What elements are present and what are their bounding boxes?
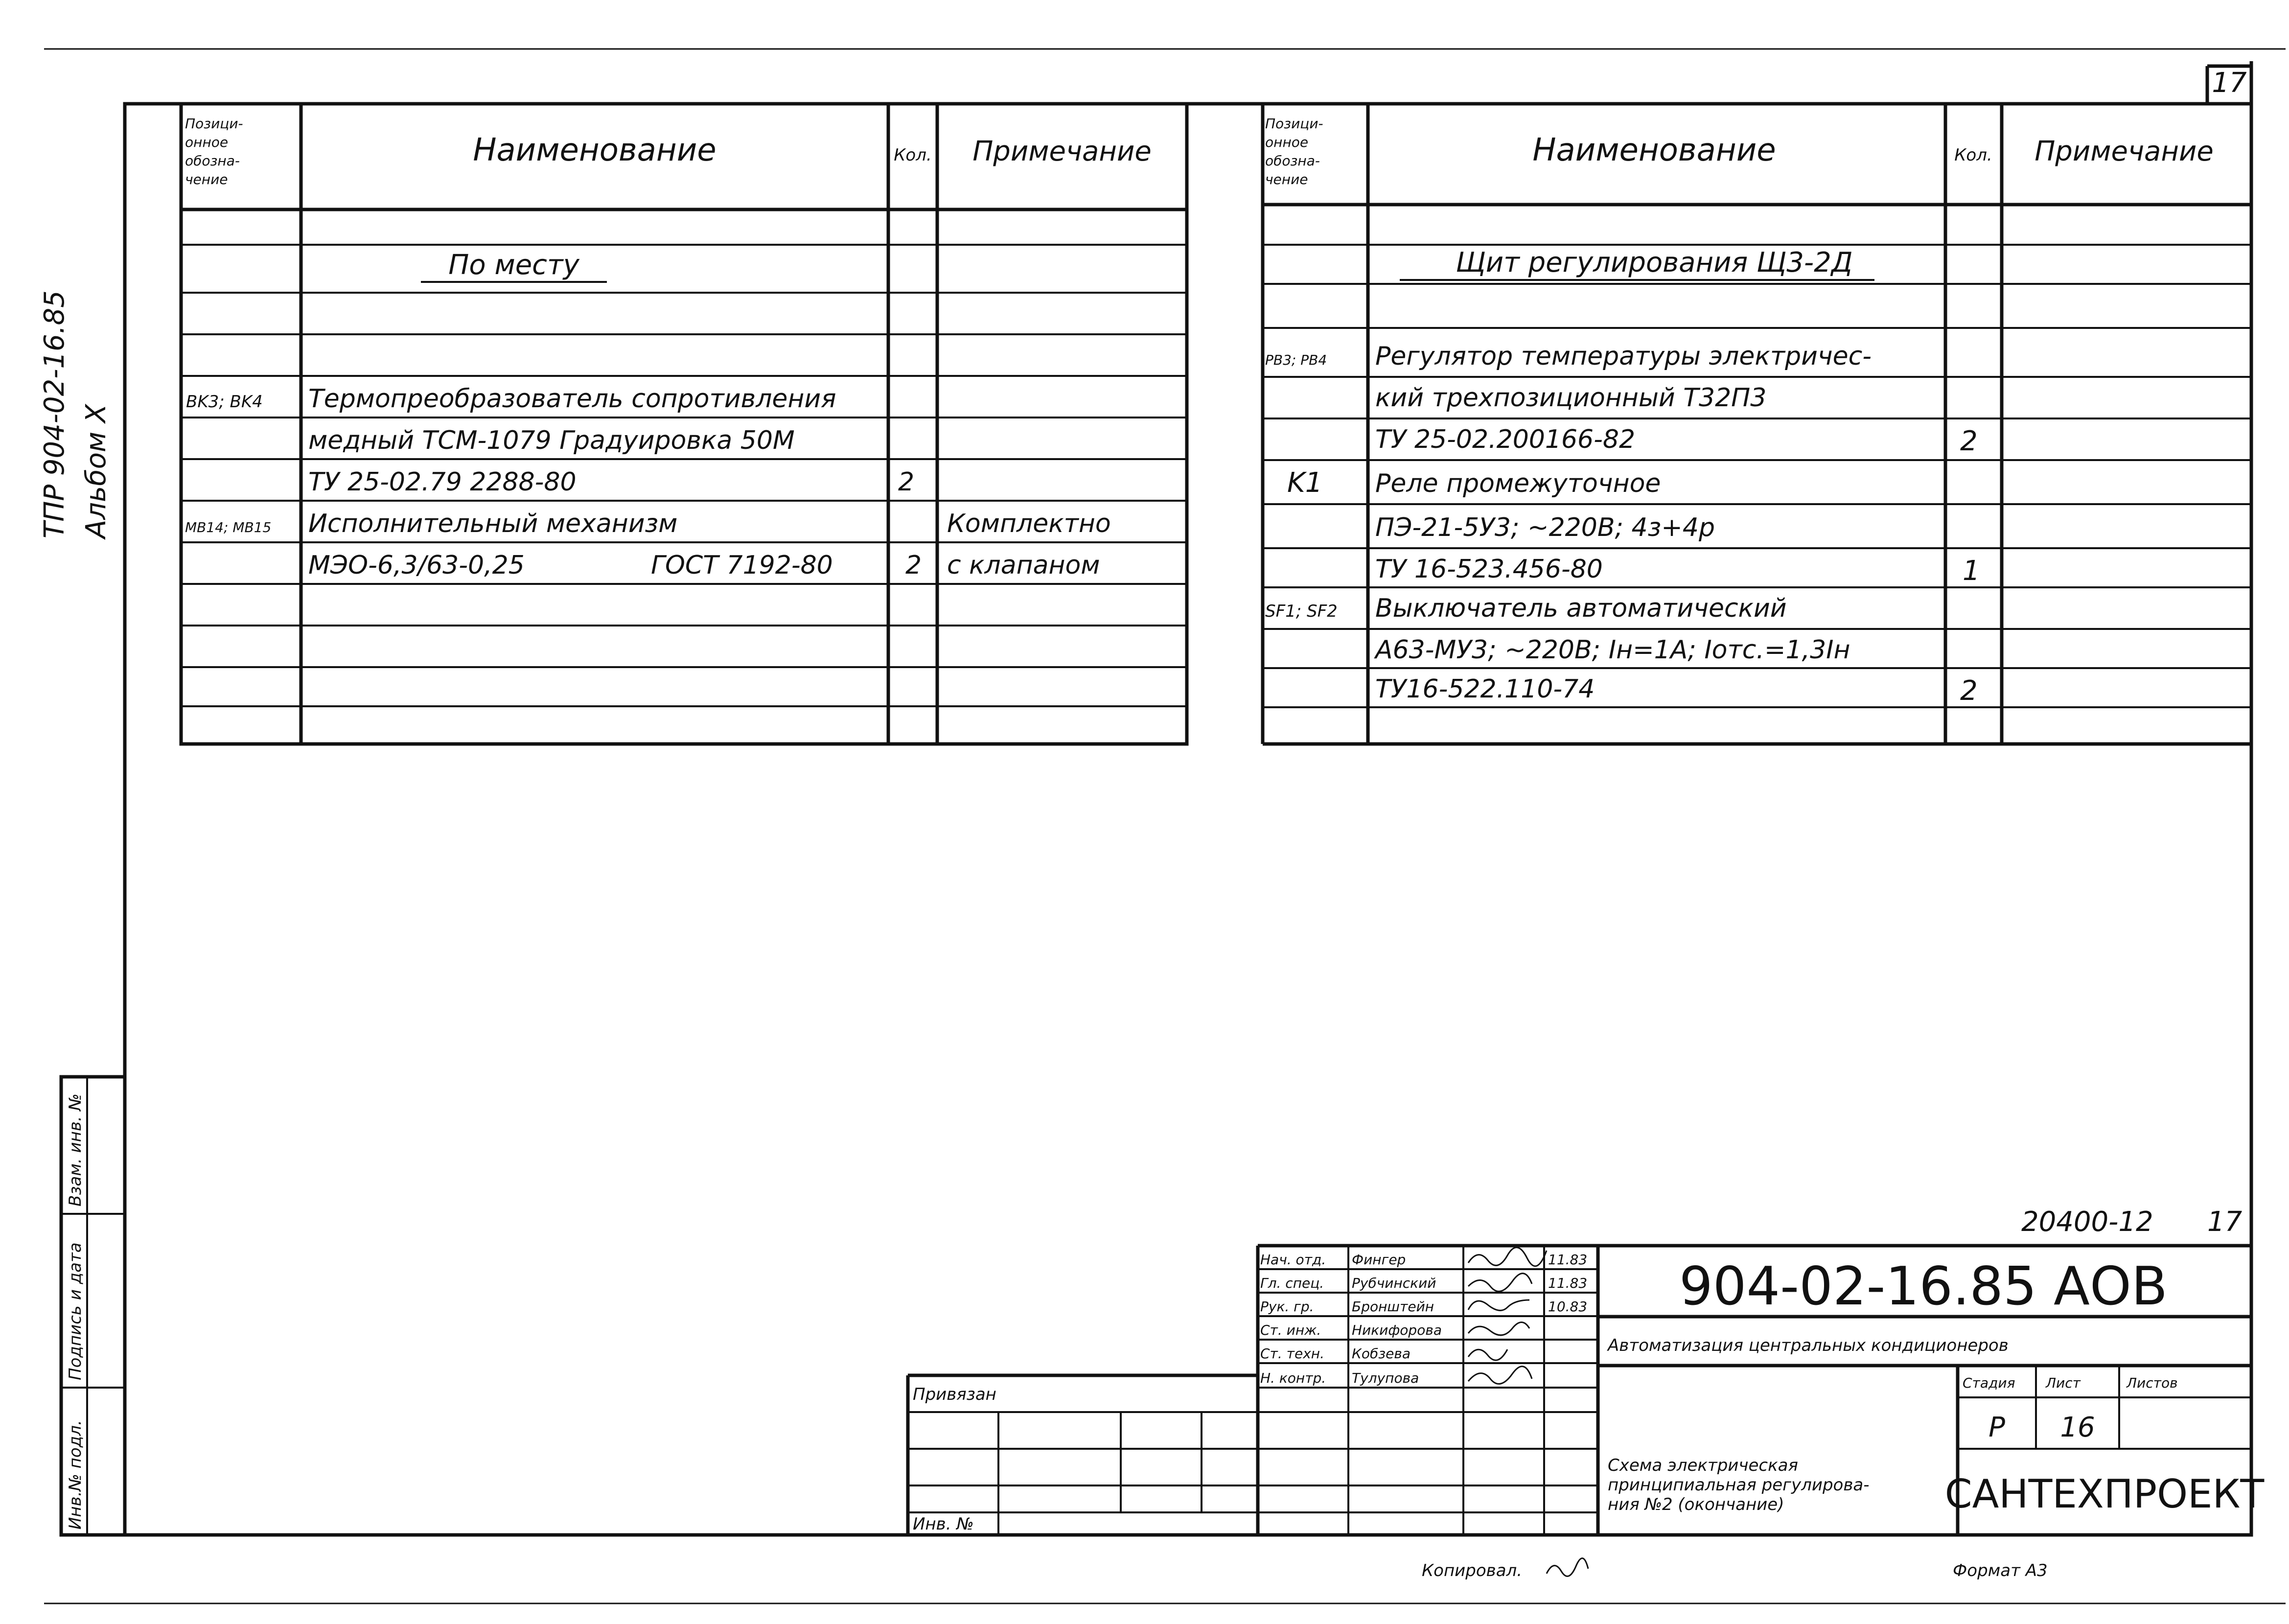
right-row-8-name: А63-МУ3; ~220В; Iн=1А; Iотс.=1,3Iн	[1375, 635, 1850, 665]
right-row-2-name: кий трехпозиционный Т32П3	[1375, 383, 1767, 413]
side-label	[39, 290, 112, 540]
right-header-qty: Кол.	[1954, 145, 1992, 165]
left-row-4-note: Комплектно	[947, 509, 1111, 538]
stage-value: Р	[1988, 1412, 2005, 1443]
organization: САНТЕХПРОЕКТ	[1944, 1471, 2265, 1517]
right-section-title: Щит регулирования Щ3-2Д	[1456, 247, 1853, 278]
left-spec-table	[181, 104, 1187, 744]
right-header-pos-3: обозна-	[1265, 153, 1320, 169]
left-stamp	[61, 1077, 125, 1535]
left-header-note: Примечание	[972, 136, 1152, 167]
left-row-3-name: ТУ 25-02.79 2288-80	[308, 467, 577, 497]
left-row-5-name-extra: ГОСТ 7192-80	[651, 551, 833, 580]
right-row-6-qty: 1	[1963, 555, 1980, 587]
left-row-5-name: МЭО-6,3/63-0,25	[308, 551, 525, 580]
right-row-4-name: Реле промежуточное	[1375, 469, 1661, 498]
left-row-4-name: Исполнительный механизм	[308, 509, 678, 538]
right-row-3-name: ТУ 25-02.200166-82	[1375, 425, 1636, 454]
bound-label: Привязан	[913, 1385, 996, 1404]
role-3-name: Бронштейн	[1352, 1299, 1434, 1315]
right-header-name: Наименование	[1532, 132, 1776, 168]
left-header-qty: Кол.	[894, 145, 932, 165]
left-header-pos-3: обозна-	[185, 153, 240, 169]
stamp-replaced-inv: Взам. инв. №	[66, 1093, 85, 1206]
right-row-5-name: ПЭ-21-5У3; ~220В; 4з+4р	[1375, 513, 1715, 542]
right-row-7-pos: SF1; SF2	[1265, 602, 1338, 621]
sheet-value: 16	[2060, 1412, 2095, 1443]
role-5: Ст. техн.	[1260, 1346, 1324, 1362]
right-row-6-name: ТУ 16-523.456-80	[1375, 555, 1603, 584]
project-title: Автоматизация центральных кондиционеров	[1608, 1336, 2009, 1355]
left-header-pos-1: Позици-	[185, 116, 243, 132]
designation: 904-02-16.85 АОВ	[1679, 1256, 2168, 1317]
title-block	[908, 1206, 2265, 1535]
role-1-date: 11.83	[1548, 1252, 1588, 1268]
right-row-4-pos: K1	[1287, 467, 1323, 499]
footer-format: Формат А3	[1953, 1561, 2048, 1580]
role-1-name: Фингер	[1352, 1252, 1406, 1268]
sheet-title-3: ния №2 (окончание)	[1608, 1495, 1784, 1514]
side-label-line2: Альбом X	[80, 404, 112, 538]
right-header-pos-2: онное	[1265, 134, 1309, 150]
role-1: Нач. отд.	[1260, 1252, 1326, 1268]
stage-label: Стадия	[1963, 1375, 2015, 1391]
right-row-1-pos: PB3; PB4	[1265, 352, 1327, 368]
left-row-1-pos: BK3; BK4	[186, 392, 263, 412]
right-row-9-qty: 2	[1960, 675, 1978, 707]
role-4: Ст. инж.	[1260, 1322, 1321, 1338]
left-section-title: По месту	[448, 249, 579, 281]
role-2: Гл. спец.	[1260, 1275, 1324, 1291]
right-header-pos-1: Позици-	[1265, 116, 1323, 132]
stamp-signature-date: Подпись и дата	[66, 1242, 85, 1380]
footer-copied: Копировал.	[1422, 1561, 1523, 1580]
side-label-line1: ТПР 904-02-16.85	[39, 290, 70, 538]
reference-number: 20400-12	[2021, 1206, 2153, 1238]
left-header-name: Наименование	[473, 132, 717, 168]
right-header-note: Примечание	[2035, 136, 2214, 167]
role-3: Рук. гр.	[1260, 1299, 1314, 1315]
right-row-7-name: Выключатель автоматический	[1375, 594, 1787, 623]
right-row-1-name: Регулятор температуры электричес-	[1375, 342, 1872, 371]
role-4-name: Никифорова	[1352, 1322, 1442, 1338]
role-2-date: 11.83	[1548, 1275, 1588, 1291]
reference-sheet: 17	[2207, 1206, 2243, 1238]
right-row-3-qty: 2	[1960, 425, 1978, 457]
role-5-name: Кобзева	[1352, 1346, 1411, 1362]
sheet-number: 17	[2212, 67, 2247, 99]
sheets-label: Листов	[2127, 1375, 2178, 1391]
left-row-4-pos: MB14; MB15	[185, 519, 272, 535]
role-6: Н. контр.	[1260, 1370, 1326, 1386]
right-row-9-name: ТУ16-522.110-74	[1375, 674, 1595, 704]
role-6-name: Тулупова	[1352, 1370, 1419, 1386]
sheet-title-1: Схема электрическая	[1608, 1456, 1798, 1475]
sheet-title-2: принципиальная регулирова-	[1608, 1475, 1870, 1495]
role-3-date: 10.83	[1548, 1299, 1588, 1315]
left-header-pos-2: онное	[185, 134, 229, 150]
inv-label: Инв. №	[913, 1514, 974, 1534]
left-row-2-name: медный ТСМ-1079 Градуировка 50М	[308, 426, 795, 455]
right-spec-table	[1263, 104, 2251, 744]
left-row-5-qty: 2	[905, 551, 922, 580]
stamp-inv-orig: Инв.№ подл.	[66, 1420, 85, 1530]
sheet-label: Лист	[2046, 1375, 2081, 1391]
left-row-3-qty: 2	[898, 467, 915, 497]
right-header-pos-4: чение	[1265, 171, 1308, 187]
left-row-1-name: Термопреобразователь сопротивления	[308, 384, 836, 414]
left-header-pos-4: чение	[185, 171, 228, 187]
role-2-name: Рубчинский	[1352, 1275, 1436, 1291]
left-row-5-note: с клапаном	[947, 551, 1100, 580]
copied-signature	[1547, 1558, 1588, 1577]
